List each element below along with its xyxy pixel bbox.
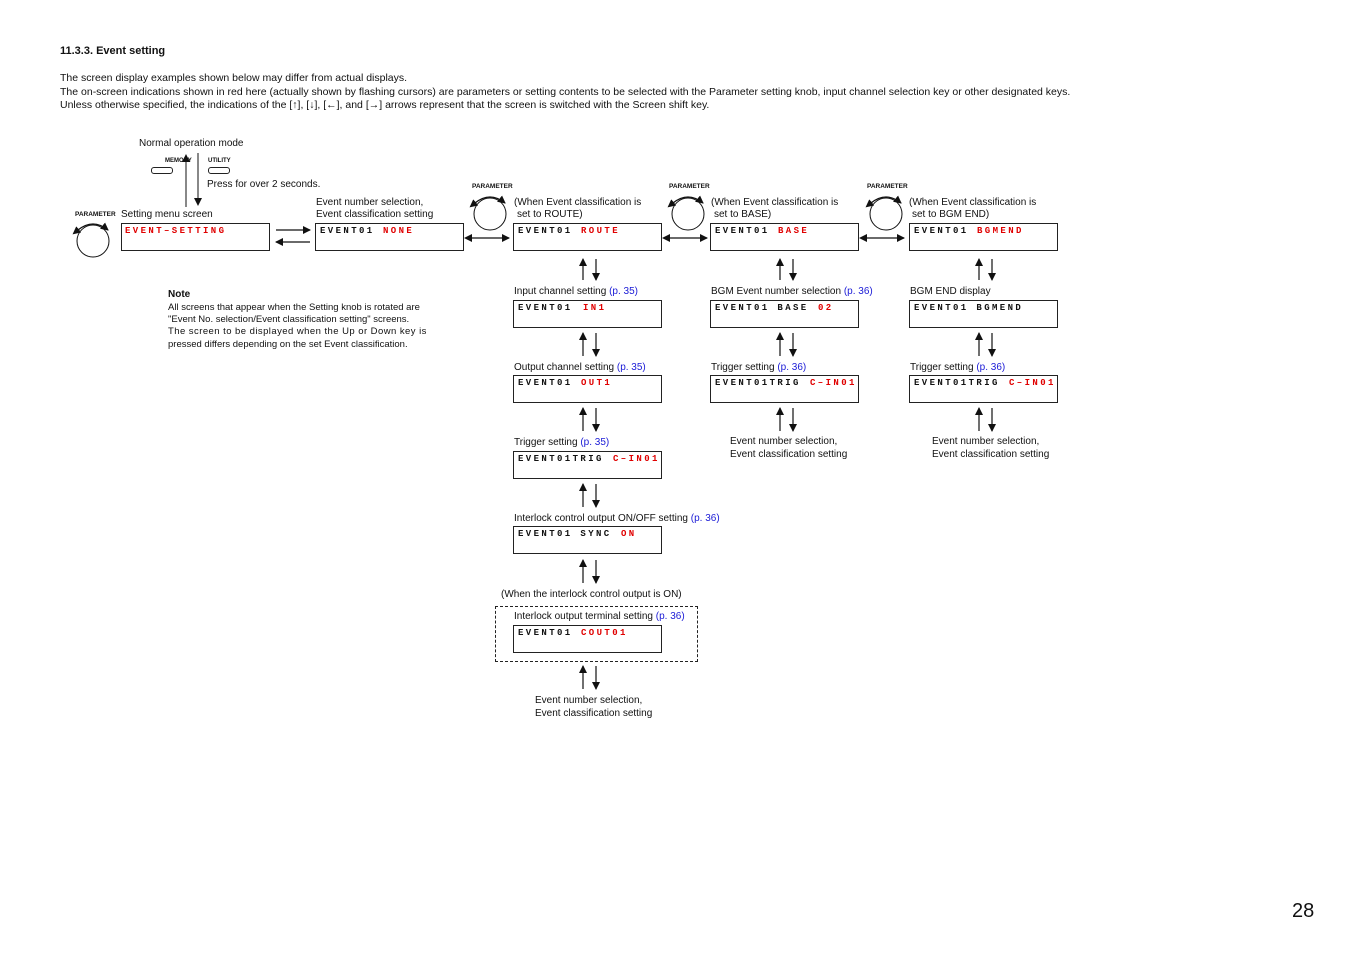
lcd-black-text: EVENT01 [320,226,375,236]
page-link[interactable]: (p. 35) [616,362,646,373]
knob-icon [870,197,902,230]
when-bgm-label-2: set to BGM END) [912,209,990,220]
ev-sel-label-2: Event classification setting [932,449,1050,460]
note-line: pressed differs depending on the set Event classification. [168,338,408,350]
page-link[interactable]: (p. 35) [580,437,610,448]
ev-sel-label-1: Event number selection, [932,436,1040,447]
lcd-red-text: OUT1 [581,378,613,388]
note-line: "Event No. selection/Event classification setting" screens. [168,314,410,326]
lcd-black-text: EVENT01 [914,226,969,236]
ev-sel-label-1: Event number selection, [535,695,643,706]
lcd-red-text: IN1 [583,303,607,313]
knob-icon [672,197,704,230]
trigger-label: Trigger setting (p. 36) [711,362,807,373]
lcd-red-text: C–IN01 [613,454,660,464]
page-link[interactable]: (p. 36) [777,362,807,373]
lcd-red-text: ON [621,529,637,539]
trigger-label: Trigger setting (p. 36) [910,362,1006,373]
when-route-label-2: set to ROUTE) [517,209,583,220]
updown-arrows [583,259,992,689]
note-line: The screen to be displayed when the Up or Down key is [168,326,427,338]
page-link[interactable]: (p. 35) [609,286,638,297]
lcd-black-text: EVENT01TRIG [715,378,801,388]
intro-line-2: The on-screen indications shown in red here (actually shown by flashing cursors) are parameters or setting contents to be selected with the Parameter setting knob, input channel selection key or other designated keys. [60,86,1071,98]
lcd-red-text: C–IN01 [810,378,857,388]
page-number: 28 [1292,900,1315,922]
page-link[interactable]: (p. 36) [690,513,720,524]
ev-sel-label-2: Event classification setting [730,449,848,460]
lcd-black-text: EVENT01 SYNC [518,529,612,539]
note-title: Note [168,289,191,300]
lcd-black-text: EVENT01 [518,226,573,236]
when-base-label-1: (When Event classification is [711,197,839,208]
lcd-black-text: EVENT01 [518,303,573,313]
parameter-knob-label: PARAMETER [75,211,116,218]
bgm-event-sel-label: BGM Event number selection (p. 36) [711,286,873,297]
lcd-black-text: EVENT01 BASE [715,303,809,313]
knob-icon [77,224,109,257]
lcd-red-text: NONE [383,226,415,236]
lcd-red-text: EVENT–SETTING [125,226,227,236]
parameter-knob-label: PARAMETER [867,183,908,190]
ev-sel-label-2: Event classification setting [316,209,434,220]
section-heading: 11.3.3. Event setting [60,45,166,57]
press-2s-label: Press for over 2 seconds. [207,179,321,190]
intro-line-3: Unless otherwise specified, the indications of the [↑], [↓], [←], and [→] arrows represent that the screen is switched with the Screen shift key. [60,99,710,111]
lcd-black-text: EVENT01 [518,628,573,638]
lcd-black-text: EVENT01TRIG [518,454,604,464]
output-ch-label: Output channel setting (p. 35) [514,362,646,373]
page-link[interactable]: (p. 36) [655,611,685,622]
page-link[interactable]: (p. 36) [843,286,873,297]
input-ch-label: Input channel setting (p. 35) [514,286,638,297]
lcd-black-text: EVENT01 [518,378,573,388]
parameter-knob-label: PARAMETER [669,183,710,190]
interlock-term-label: Interlock output terminal setting (p. 36) [514,611,685,622]
lcd-red-text: COUT01 [581,628,628,638]
lcd-red-text: 02 [818,303,834,313]
lcd-red-text: BASE [778,226,810,236]
lcd-black-text: EVENT01TRIG [914,378,1000,388]
bgm-end-disp-label: BGM END display [910,286,991,297]
lcd-red-text: BGMEND [977,226,1024,236]
utility-key-label: UTILITY [208,158,231,164]
lcd-black-text: EVENT01 BGMEND [914,303,1024,313]
normal-mode-label: Normal operation mode [139,138,244,149]
interlock-onoff-label: Interlock control output ON/OFF setting (p. 36) [514,513,720,524]
ev-sel-label-2: Event classification setting [535,708,653,719]
memory-key-label: MEMORY [165,158,192,164]
when-route-label-1: (When Event classification is [514,197,642,208]
parameter-knob-label: PARAMETER [472,183,513,190]
page-link[interactable]: (p. 36) [976,362,1006,373]
when-bgm-label-1: (When Event classification is [909,197,1037,208]
lcd-black-text: EVENT01 [715,226,770,236]
when-interlock-on-label: (When the interlock control output is ON) [501,589,682,600]
trigger-label: Trigger setting (p. 35) [514,437,610,448]
lcd-red-text: C–IN01 [1009,378,1056,388]
knob-icon [474,197,506,230]
note-line: All screens that appear when the Setting knob is rotated are [168,302,420,313]
when-base-label-2: set to BASE) [714,209,772,220]
lcd-red-text: ROUTE [581,226,621,236]
ev-sel-label-1: Event number selection, [316,197,424,208]
ev-sel-label-1: Event number selection, [730,436,838,447]
intro-line-1: The screen display examples shown below may differ from actual displays. [60,72,408,84]
setting-menu-label: Setting menu screen [121,209,213,220]
